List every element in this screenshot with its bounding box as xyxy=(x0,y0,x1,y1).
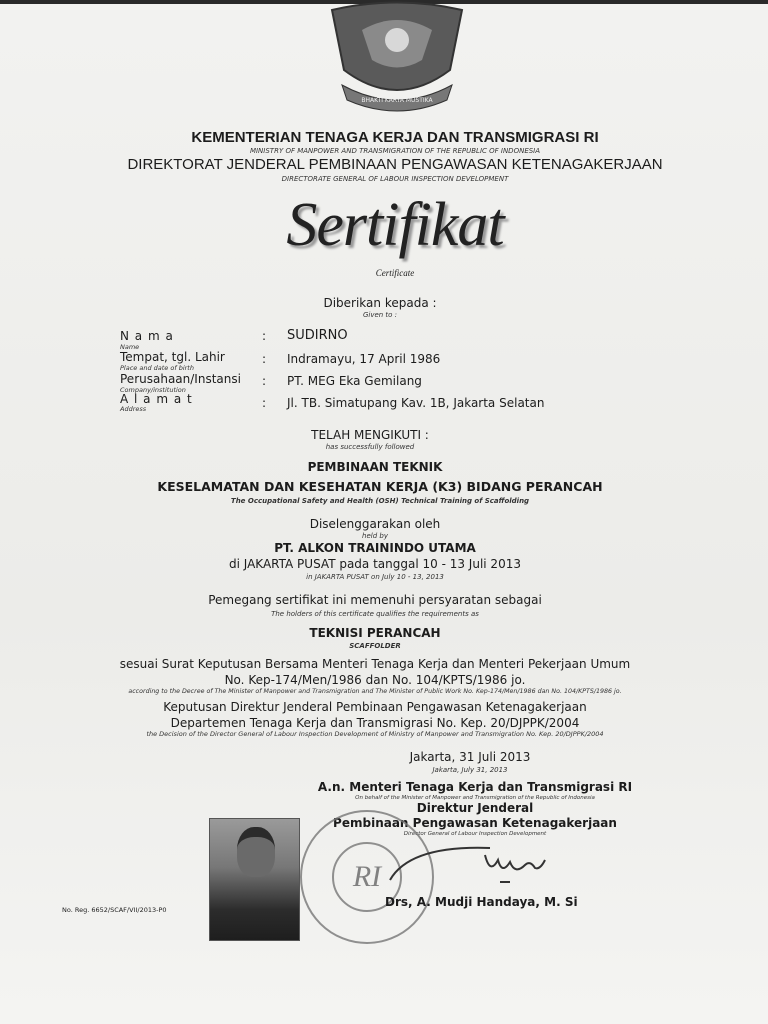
given-to-label: Diberikan kepada : xyxy=(323,296,437,310)
holder-statement: Pemegang sertifikat ini memenuhi persyaratan sebagai xyxy=(208,593,542,607)
given-to-label-en: Given to : xyxy=(362,311,398,319)
photo-face xyxy=(237,827,275,877)
emblem-motto: BHAKTI KARYA MUSTIKA xyxy=(361,97,433,104)
place-date: di JAKARTA PUSAT pada tanggal 10 - 13 Juli 2013 xyxy=(229,557,521,571)
ministry-title: KEMENTERIAN TENAGA KERJA DAN TRANSMIGRASI RI xyxy=(191,129,599,146)
issue-date-en: Jakarta, July 31, 2013 xyxy=(432,766,508,774)
decree-en: according to the Decree of The Minister of Manpower and Transmigration and The Minister of Public Work No. Kep-174/Men/1986 dan No. 104/KPTS/1986 jo. xyxy=(128,688,622,695)
decree-line-1: sesuai Surat Keputusan Bersama Menteri Tenaga Kerja dan Menteri Pekerjaan Umum xyxy=(119,657,631,671)
name-value: SUDIRNO xyxy=(287,328,348,343)
ministry-title-en: MINISTRY OF MANPOWER AND TRANSMIGRATION OF THE REPUBLIC OF INDONESIA xyxy=(249,147,541,155)
company-value: PT. MEG Eka Gemilang xyxy=(287,374,422,388)
recipient-photo xyxy=(209,818,300,941)
colon: : xyxy=(262,374,267,388)
qualification-en: SCAFFOLDER xyxy=(349,642,401,650)
followed-label-en: has successfully followed xyxy=(325,443,415,451)
colon: : xyxy=(262,329,267,343)
garuda-emblem-icon xyxy=(322,0,472,120)
followed-label: TELAH MENGIKUTI : xyxy=(311,428,429,442)
signatory-position-2: Pembinaan Pengawasan Ketenagakerjaan xyxy=(333,816,617,830)
birth-label: Tempat, tgl. Lahir xyxy=(120,350,225,364)
directorate-title: DIREKTORAT JENDERAL PEMBINAAN PENGAWASAN KETENAGAKERJAAN xyxy=(127,156,663,173)
training-line-1: PEMBINAAN TEKNIK xyxy=(307,460,443,474)
signature-icon xyxy=(380,840,580,900)
place-date-en: in JAKARTA PUSAT on July 10 - 13, 2013 xyxy=(306,573,444,581)
certificate-title-en: Certificate xyxy=(375,268,415,278)
address-label-en: Address xyxy=(120,405,147,413)
decree-line-2: No. Kep-174/Men/1986 dan No. 104/KPTS/1986 jo. xyxy=(224,673,526,687)
decision-line-1: Keputusan Direktur Jenderal Pembinaan Pengawasan Ketenagakerjaan xyxy=(163,700,587,714)
decision-line-2: Departemen Tenaga Kerja dan Transmigrasi No. Kep. 20/DJPPK/2004 xyxy=(170,716,580,730)
held-by-label-en: held by xyxy=(362,532,388,540)
certificate-title: Sertifikat xyxy=(286,191,504,259)
name-label-en: Name xyxy=(120,343,140,351)
signatory-name: Drs, A. Mudji Handaya, M. Si xyxy=(385,895,578,909)
stamp-center: RI xyxy=(332,842,402,912)
held-by-label: Diselenggarakan oleh xyxy=(309,517,441,531)
address-value: Jl. TB. Simatupang Kav. 1B, Jakarta Selatan xyxy=(287,396,545,410)
qualification: TEKNISI PERANCAH xyxy=(309,626,441,640)
address-label: A l a m a t xyxy=(120,392,193,406)
birth-label-en: Place and date of birth xyxy=(120,364,194,372)
decision-en: the Decision of the Director General of Labour Inspection Development of Ministry of Manpower and Transmigration No. Kep. 20/DJPPK/2004 xyxy=(146,730,604,738)
behalf-line-en: On behalf of the Minister of Manpower and Transmigration of the Republic of Indonesia xyxy=(355,795,595,801)
holder-statement-en: The holders of this certificate qualifies the requirements as xyxy=(271,610,479,618)
directorate-title-en: DIRECTORATE GENERAL OF LABOUR INSPECTION DEVELOPMENT xyxy=(281,175,509,183)
colon: : xyxy=(262,396,267,410)
behalf-line: A.n. Menteri Tenaga Kerja dan Transmigrasi RI xyxy=(317,780,633,794)
colon: : xyxy=(262,352,267,366)
signatory-position-1: Direktur Jenderal xyxy=(416,801,534,815)
training-line-2: KESELAMATAN DAN KESEHATAN KERJA (K3) BIDANG PERANCAH xyxy=(157,479,603,494)
company-label-en: Company/institution xyxy=(120,386,186,394)
registration-number: No. Reg. 6652/SCAF/VII/2013-P0 xyxy=(62,906,167,914)
training-en: The Occupational Safety and Health (OSH) Technical Training of Scaffolding xyxy=(230,497,530,505)
signatory-position-en: Director General of Labour Inspection Development xyxy=(403,831,547,837)
organizer-name: PT. ALKON TRAININDO UTAMA xyxy=(274,541,476,555)
issue-date: Jakarta, 31 Juli 2013 xyxy=(409,750,531,764)
name-label: N a m a xyxy=(120,329,174,343)
company-label: Perusahaan/Instansi xyxy=(120,372,241,386)
birth-value: Indramayu, 17 April 1986 xyxy=(287,352,441,366)
